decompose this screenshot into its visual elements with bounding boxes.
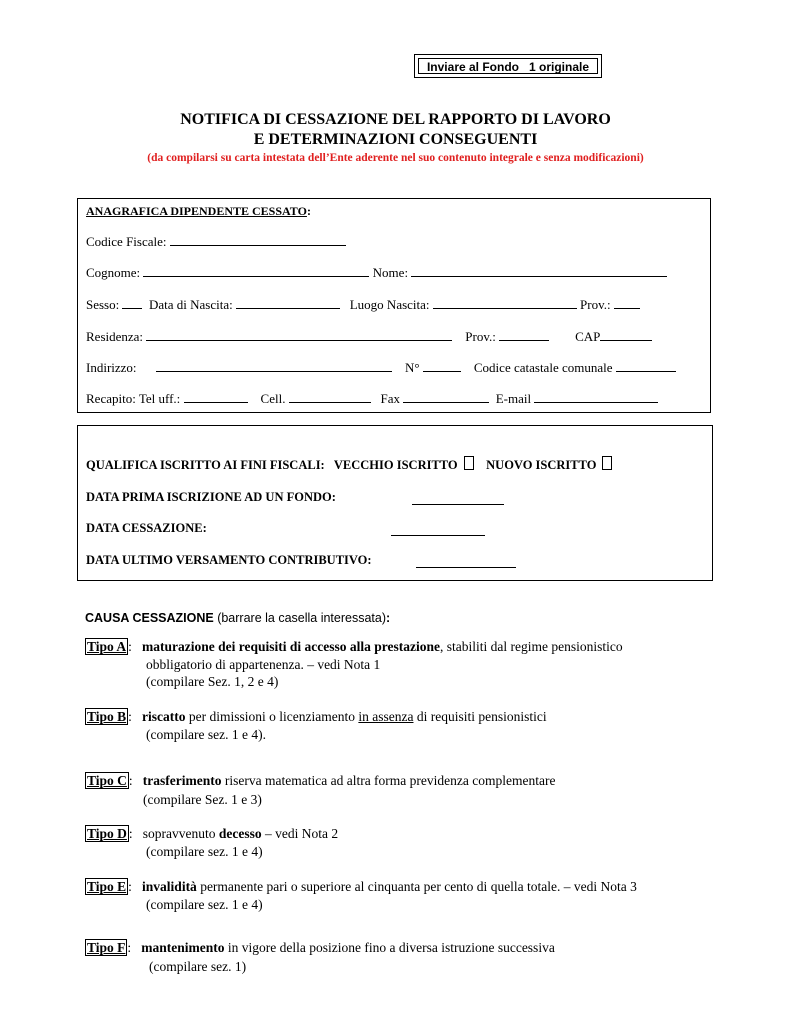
fax-label: Fax <box>380 391 400 406</box>
tipo-e-item: Tipo E : invalidità permanente pari o superiore al cinquanta per cento di quella totale. – vedi Nota 3 <box>87 879 637 894</box>
tel-uff-field[interactable] <box>184 392 248 403</box>
tipo-a-line2: obbligatorio di appartenenza. – vedi Nota 1 <box>146 657 381 672</box>
tipo-b-bold: riscatto <box>142 709 186 724</box>
tipo-a-bold: maturazione dei requisiti di accesso alla prestazione <box>142 639 441 654</box>
recapito-row <box>86 391 658 407</box>
data-nascita-label: Data di Nascita: <box>148 297 233 312</box>
cell-field[interactable] <box>289 392 371 403</box>
numero-label: N° <box>405 360 420 375</box>
codice-fiscale-label: Codice Fiscale: <box>86 234 167 249</box>
residenza-row <box>86 329 652 345</box>
data-cessazione-label: DATA CESSAZIONE: <box>86 521 207 535</box>
residenza-label: Residenza: <box>86 329 144 344</box>
qualifica-section <box>77 425 713 581</box>
tipo-b-underlined: in assenza <box>358 709 414 724</box>
data-prima-label: DATA PRIMA ISCRIZIONE AD UN FONDO: <box>86 490 336 504</box>
residenza-field[interactable] <box>146 330 452 341</box>
codice-catastale-field[interactable] <box>616 361 676 372</box>
sesso-label: Sesso: <box>86 297 120 312</box>
anagrafica-section <box>77 198 711 413</box>
causa-heading-colon: : <box>386 611 391 625</box>
send-instruction-text: Inviare al Fondo 1 originale <box>418 58 598 74</box>
codice-fiscale-field[interactable] <box>170 235 346 246</box>
fax-field[interactable] <box>403 392 489 403</box>
tipo-f-rest: in vigore della posizione fino a diversa istruzione successiva <box>224 940 555 955</box>
document-subtitle: (da compilarsi su carta intestata dell’Ente aderente nel suo contenuto integrale e senza modificazioni) <box>147 152 644 164</box>
data-prima-field[interactable] <box>412 494 504 505</box>
sesso-field[interactable] <box>122 298 142 309</box>
tipo-b-item: Tipo B : riscatto per dimissioni o licenziamento in assenza di requisiti pensionistici <box>87 709 547 724</box>
data-cessazione-field[interactable] <box>391 525 485 536</box>
prov-label: Prov.: <box>580 297 611 312</box>
tipo-a-item: Tipo A : maturazione dei requisiti di accesso alla prestazione, stabiliti dal regime pensionistico <box>87 639 623 654</box>
codice-catastale-label: Codice catastale comunale <box>473 360 613 375</box>
cap-field[interactable] <box>600 330 652 341</box>
tipo-e-bold: invalidità <box>142 879 197 894</box>
luogo-nascita-field[interactable] <box>433 298 577 309</box>
document-title-line2: E DETERMINAZIONI CONSEGUENTI <box>253 131 538 148</box>
cap-label: CAP <box>575 329 601 344</box>
causa-heading-rest: (barrare la casella interessata) <box>213 611 387 625</box>
nome-field[interactable] <box>411 266 667 277</box>
document-title-line1: NOTIFICA DI CESSAZIONE DEL RAPPORTO DI LAVORO <box>180 111 611 128</box>
tipo-f-line2: (compilare sez. 1) <box>149 959 247 974</box>
tipo-c-bold: trasferimento <box>142 773 222 788</box>
tipo-f-item: Tipo F : mantenimento in vigore della posizione fino a diversa istruzione successiva <box>87 940 555 955</box>
data-nascita-field[interactable] <box>236 298 340 309</box>
tipo-c-line2: (compilare Sez. 1 e 3) <box>143 792 262 807</box>
tipo-f-label[interactable]: Tipo F <box>87 940 126 955</box>
tipo-b-rest-a: per dimissioni o licenziamento <box>185 709 359 724</box>
recapito-label: Recapito: Tel uff.: <box>86 391 181 406</box>
cognome-field[interactable] <box>143 266 369 277</box>
tipo-f-bold: mantenimento <box>141 940 225 955</box>
tipo-d-rest: – vedi Nota 2 <box>261 826 339 841</box>
tipo-b-line2: (compilare sez. 1 e 4). <box>146 727 266 742</box>
tipo-c-rest: riserva matematica ad altra forma previdenza complementare <box>221 773 556 788</box>
cognome-nome-row <box>86 265 667 281</box>
data-ultimo-field[interactable] <box>416 557 516 568</box>
tipo-a-label[interactable]: Tipo A <box>87 639 127 654</box>
tipo-a-line3: (compilare Sez. 1, 2 e 4) <box>146 674 279 689</box>
tipo-a-rest: , stabiliti dal regime pensionistico <box>440 639 623 654</box>
codice-fiscale-row <box>86 234 346 250</box>
anagrafica-heading-colon: : <box>306 204 311 218</box>
data-ultimo-label: DATA ULTIMO VERSAMENTO CONTRIBUTIVO: <box>86 553 372 567</box>
nuovo-iscritto-checkbox[interactable] <box>602 456 612 470</box>
prov2-label: Prov.: <box>465 329 496 344</box>
indirizzo-row <box>86 360 676 376</box>
cognome-label: Cognome: <box>86 265 141 280</box>
tipo-b-label[interactable]: Tipo B <box>87 709 127 724</box>
tipo-c-item: Tipo C : trasferimento riserva matematica ad altra forma previdenza complementare <box>87 773 556 788</box>
causa-heading-bold: CAUSA CESSAZIONE <box>85 611 214 625</box>
qualifica-label: QUALIFICA ISCRITTO AI FINI FISCALI: <box>86 458 325 472</box>
qualifica-row <box>86 456 612 473</box>
tipo-d-label[interactable]: Tipo D <box>87 826 127 841</box>
tipo-d-pre: sopravvenuto <box>142 826 219 841</box>
numero-field[interactable] <box>423 361 461 372</box>
vecchio-iscritto-label: VECCHIO ISCRITTO <box>333 458 458 472</box>
tipo-d-item: Tipo D : sopravvenuto decesso – vedi Nota 2 <box>87 826 339 841</box>
tipo-c-label[interactable]: Tipo C <box>87 773 127 788</box>
anagrafica-heading <box>86 204 311 219</box>
send-instruction-stamp <box>414 54 602 78</box>
tipo-e-label[interactable]: Tipo E <box>87 879 127 894</box>
nome-label: Nome: <box>372 265 409 280</box>
email-field[interactable] <box>534 392 658 403</box>
luogo-nascita-label: Luogo Nascita: <box>349 297 430 312</box>
nascita-row <box>86 297 640 313</box>
vecchio-iscritto-checkbox[interactable] <box>464 456 474 470</box>
tipo-d-bold: decesso <box>218 826 262 841</box>
indirizzo-field[interactable] <box>156 361 392 372</box>
prov2-field[interactable] <box>499 330 549 341</box>
anagrafica-heading-text: ANAGRAFICA DIPENDENTE CESSATO <box>86 204 307 218</box>
nuovo-iscritto-label: NUOVO ISCRITTO <box>486 458 597 472</box>
email-label: E-mail <box>495 391 532 406</box>
tipo-e-line2: (compilare sez. 1 e 4) <box>146 897 263 912</box>
prov-field[interactable] <box>614 298 640 309</box>
tipo-b-rest-b: di requisiti pensionistici <box>413 709 547 724</box>
cell-label: Cell. <box>260 391 286 406</box>
tipo-d-line2: (compilare sez. 1 e 4) <box>146 844 263 859</box>
indirizzo-label: Indirizzo: <box>86 360 137 375</box>
causa-heading <box>85 611 390 625</box>
tipo-e-rest: permanente pari o superiore al cinquanta per cento di quella totale. – vedi Nota 3 <box>196 879 637 894</box>
